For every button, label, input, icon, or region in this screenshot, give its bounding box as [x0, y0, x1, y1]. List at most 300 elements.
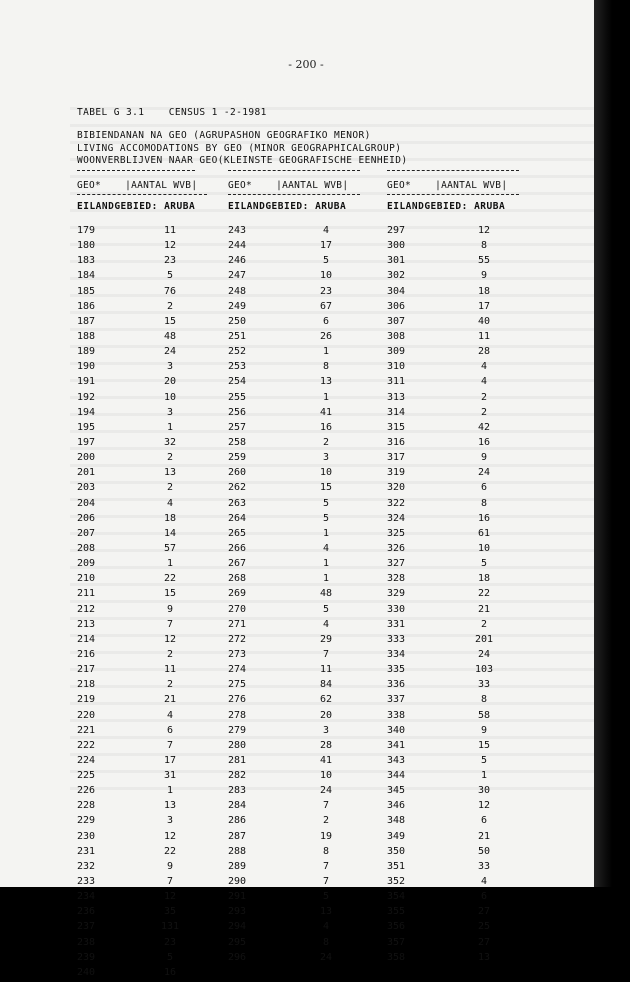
dwelling-count: 26: [319, 330, 333, 342]
subtitle-dutch: WOONVERBLIJVEN NAAR GEO(KLEINSTE GEOGRAFISCHE EENHEID): [77, 155, 408, 166]
table-row: [0, 785, 612, 800]
dwelling-count: 7: [166, 618, 174, 630]
data-table: [0, 225, 612, 982]
dwelling-count: 33: [477, 860, 491, 872]
dwelling-count: 2: [322, 436, 330, 448]
dwelling-count: 1: [480, 770, 488, 782]
table-row: [0, 710, 612, 725]
column-header-group-3: [387, 180, 507, 191]
table-row: [0, 513, 612, 528]
geo-code: 282: [228, 770, 247, 782]
geo-code: 306: [387, 300, 406, 312]
table-row: [0, 452, 612, 467]
dwelling-count: 10: [477, 542, 491, 554]
dwelling-count: 11: [319, 664, 333, 676]
dwelling-count: 31: [163, 770, 177, 782]
table-row: [0, 800, 612, 815]
header-rule-top: [387, 170, 519, 171]
dwelling-count: 4: [322, 921, 330, 933]
dwelling-count: 21: [477, 830, 491, 842]
geo-code: 234: [77, 891, 96, 903]
geo-code: 219: [77, 694, 96, 706]
region-label: EILANDGEBIED: ARUBA: [228, 201, 347, 212]
dwelling-count: 3: [166, 361, 174, 373]
table-row: [0, 286, 612, 301]
geo-code: 183: [77, 255, 96, 267]
geo-code: 255: [228, 391, 247, 403]
geo-code: 281: [228, 754, 247, 766]
geo-code: 252: [228, 346, 247, 358]
geo-code: 287: [228, 830, 247, 842]
dwelling-count: 9: [480, 270, 488, 282]
geo-code: 232: [77, 860, 96, 872]
dwelling-count: 12: [163, 633, 177, 645]
dwelling-count: 4: [480, 376, 488, 388]
geo-code: 329: [387, 588, 406, 600]
dwelling-count: 41: [319, 406, 333, 418]
dwelling-count: 103: [474, 664, 494, 676]
geo-code: 194: [77, 406, 96, 418]
dwelling-count: 11: [163, 225, 177, 236]
geo-code: 320: [387, 482, 406, 494]
geo-code: 276: [228, 694, 247, 706]
geo-code: 331: [387, 618, 406, 630]
geo-code: 345: [387, 785, 406, 797]
geo-code: 186: [77, 300, 96, 312]
geo-code: 262: [228, 482, 247, 494]
geo-code: 317: [387, 452, 406, 464]
table-row: [0, 498, 612, 513]
table-row: [0, 573, 612, 588]
dwelling-count: 35: [163, 906, 177, 918]
geo-code: 355: [387, 906, 406, 918]
geo-code: 211: [77, 588, 96, 600]
dwelling-count: 1: [322, 346, 330, 358]
dwelling-count: 16: [477, 512, 491, 524]
dwelling-count: 22: [163, 845, 177, 857]
geo-code: 190: [77, 361, 96, 373]
dwelling-count: 15: [477, 739, 491, 751]
dwelling-count: 14: [163, 527, 177, 539]
dwelling-count: 9: [166, 603, 174, 615]
table-row: [0, 861, 612, 876]
dwelling-count: 4: [322, 542, 330, 554]
dwelling-count: 20: [319, 709, 333, 721]
table-row: [0, 876, 612, 891]
dwelling-count: 84: [319, 679, 333, 691]
dwelling-count: 17: [319, 240, 333, 252]
dwelling-count: 10: [319, 270, 333, 282]
dwelling-count: 15: [319, 482, 333, 494]
geo-code: 225: [77, 770, 96, 782]
dwelling-count: 2: [166, 482, 174, 494]
dwelling-count: 3: [166, 406, 174, 418]
dwelling-count: 4: [166, 497, 174, 509]
geo-code: 213: [77, 618, 96, 630]
geo-code: 338: [387, 709, 406, 721]
geo-code: 336: [387, 679, 406, 691]
dwelling-count: 42: [477, 421, 491, 433]
geo-code: 280: [228, 739, 247, 751]
header-rule-bottom: [77, 194, 207, 195]
table-row: [0, 770, 612, 785]
dwelling-count: 57: [163, 542, 177, 554]
dwelling-count: 10: [319, 467, 333, 479]
dwelling-count: 61: [477, 527, 491, 539]
count-column-header: |AANTAL WVB|: [125, 180, 198, 191]
dwelling-count: 28: [319, 739, 333, 751]
geo-code: 266: [228, 542, 247, 554]
geo-code: 260: [228, 467, 247, 479]
dwelling-count: 16: [319, 421, 333, 433]
table-row: [0, 588, 612, 603]
table-row: [0, 331, 612, 346]
geo-code: 313: [387, 391, 406, 403]
dwelling-count: 1: [166, 558, 174, 570]
page-number: - 200 -: [288, 58, 324, 71]
geo-code: 272: [228, 633, 247, 645]
geo-code: 325: [387, 527, 406, 539]
dwelling-count: 7: [166, 876, 174, 888]
geo-code: 210: [77, 573, 96, 585]
geo-code: 309: [387, 346, 406, 358]
geo-code: 206: [77, 512, 96, 524]
dwelling-count: 17: [477, 300, 491, 312]
dwelling-count: 12: [163, 891, 177, 903]
table-row: [0, 225, 612, 240]
table-row: [0, 392, 612, 407]
geo-code: 304: [387, 285, 406, 297]
dwelling-count: 16: [163, 966, 177, 978]
geo-code: 222: [77, 739, 96, 751]
geo-code: 224: [77, 754, 96, 766]
table-row: [0, 906, 612, 921]
table-row: [0, 528, 612, 543]
dwelling-count: 40: [477, 315, 491, 327]
geo-code: 201: [77, 467, 96, 479]
dwelling-count: 5: [322, 512, 330, 524]
dwelling-count: 21: [163, 694, 177, 706]
geo-code: 351: [387, 860, 406, 872]
geo-code: 289: [228, 860, 247, 872]
dwelling-count: 24: [477, 467, 491, 479]
geo-code: 334: [387, 648, 406, 660]
geo-code: 195: [77, 421, 96, 433]
table-row: [0, 831, 612, 846]
dwelling-count: 18: [163, 512, 177, 524]
geo-code: 352: [387, 876, 406, 888]
header-rule-top: [77, 170, 195, 171]
geo-code: 286: [228, 815, 247, 827]
dwelling-count: 1: [322, 391, 330, 403]
geo-code: 291: [228, 891, 247, 903]
table-row: [0, 952, 612, 967]
geo-code: 293: [228, 906, 247, 918]
geo-code: 349: [387, 830, 406, 842]
table-row: [0, 634, 612, 649]
dwelling-count: 4: [480, 361, 488, 373]
dwelling-count: 1: [166, 421, 174, 433]
dwelling-count: 9: [480, 452, 488, 464]
geo-code: 263: [228, 497, 247, 509]
geo-code: 226: [77, 785, 96, 797]
geo-code: 290: [228, 876, 247, 888]
dwelling-count: 4: [322, 618, 330, 630]
geo-code: 254: [228, 376, 247, 388]
table-row: [0, 725, 612, 740]
table-row: [0, 467, 612, 482]
geo-code: 240: [77, 966, 96, 978]
geo-column-header: GEO*: [387, 180, 412, 191]
table-row: [0, 604, 612, 619]
dwelling-count: 8: [322, 936, 330, 948]
dwelling-count: 17: [163, 754, 177, 766]
dwelling-count: 5: [166, 270, 174, 282]
subtitle-english: LIVING ACCOMODATIONS BY GEO (MINOR GEOGRAPHICALGROUP): [77, 143, 402, 154]
header-rule-top: [228, 170, 360, 171]
table-row: [0, 937, 612, 952]
geo-code: 251: [228, 330, 247, 342]
geo-code: 350: [387, 845, 406, 857]
table-row: [0, 664, 612, 679]
geo-code: 253: [228, 361, 247, 373]
dwelling-count: 8: [322, 361, 330, 373]
geo-code: 271: [228, 618, 247, 630]
dwelling-count: 15: [163, 588, 177, 600]
dwelling-count: 9: [166, 860, 174, 872]
dwelling-count: 1: [322, 558, 330, 570]
dwelling-count: 32: [163, 436, 177, 448]
geo-code: 328: [387, 573, 406, 585]
geo-code: 209: [77, 558, 96, 570]
geo-code: 284: [228, 800, 247, 812]
geo-code: 221: [77, 724, 96, 736]
geo-code: 300: [387, 240, 406, 252]
dwelling-count: 6: [480, 891, 488, 903]
dwelling-count: 5: [322, 497, 330, 509]
dwelling-count: 23: [163, 936, 177, 948]
subtitle-papiamento: BIBIENDANAN NA GEO (AGRUPASHON GEOGRAFIKO MENOR): [77, 130, 371, 141]
table-row: [0, 346, 612, 361]
table-title: TABEL G 3.1 CENSUS 1 -2-1981: [77, 107, 267, 118]
dwelling-count: 30: [477, 785, 491, 797]
geo-code: 228: [77, 800, 96, 812]
geo-code: 315: [387, 421, 406, 433]
geo-code: 244: [228, 240, 247, 252]
geo-code: 257: [228, 421, 247, 433]
geo-code: 230: [77, 830, 96, 842]
geo-code: 302: [387, 270, 406, 282]
dwelling-count: 8: [480, 694, 488, 706]
geo-code: 288: [228, 845, 247, 857]
geo-code: 247: [228, 270, 247, 282]
dwelling-count: 2: [480, 618, 488, 630]
dwelling-count: 7: [322, 860, 330, 872]
dwelling-count: 48: [319, 588, 333, 600]
geo-code: 204: [77, 497, 96, 509]
dwelling-count: 5: [322, 891, 330, 903]
geo-code: 197: [77, 436, 96, 448]
dwelling-count: 62: [319, 694, 333, 706]
geo-code: 208: [77, 542, 96, 554]
geo-code: 203: [77, 482, 96, 494]
dwelling-count: 201: [474, 633, 494, 645]
geo-code: 236: [77, 906, 96, 918]
dwelling-count: 7: [322, 648, 330, 660]
geo-code: 340: [387, 724, 406, 736]
dwelling-count: 13: [477, 951, 491, 963]
geo-code: 295: [228, 936, 247, 948]
geo-code: 310: [387, 361, 406, 373]
table-row: [0, 376, 612, 391]
geo-code: 358: [387, 951, 406, 963]
dwelling-count: 3: [322, 724, 330, 736]
scan-edge: [594, 0, 612, 887]
dwelling-count: 24: [477, 648, 491, 660]
dwelling-count: 9: [480, 724, 488, 736]
geo-code: 184: [77, 270, 96, 282]
table-row: [0, 240, 612, 255]
geo-code: 279: [228, 724, 247, 736]
geo-code: 346: [387, 800, 406, 812]
dwelling-count: 1: [166, 785, 174, 797]
geo-code: 179: [77, 225, 96, 236]
geo-code: 192: [77, 391, 96, 403]
dwelling-count: 13: [319, 376, 333, 388]
dwelling-count: 67: [319, 300, 333, 312]
dwelling-count: 10: [319, 770, 333, 782]
table-row: [0, 422, 612, 437]
geo-column-header: GEO*: [228, 180, 253, 191]
table-row: [0, 482, 612, 497]
dwelling-count: 6: [480, 482, 488, 494]
geo-code: 180: [77, 240, 96, 252]
dwelling-count: 11: [477, 330, 491, 342]
geo-code: 220: [77, 709, 96, 721]
geo-code: 308: [387, 330, 406, 342]
dwelling-count: 12: [477, 225, 491, 236]
dwelling-count: 19: [319, 830, 333, 842]
dwelling-count: 10: [163, 391, 177, 403]
geo-code: 243: [228, 225, 247, 236]
dwelling-count: 12: [163, 240, 177, 252]
dwelling-count: 5: [480, 558, 488, 570]
dwelling-count: 2: [480, 391, 488, 403]
geo-code: 229: [77, 815, 96, 827]
geo-code: 337: [387, 694, 406, 706]
dwelling-count: 4: [166, 709, 174, 721]
dwelling-count: 27: [477, 936, 491, 948]
geo-code: 239: [77, 951, 96, 963]
table-row: [0, 543, 612, 558]
geo-code: 273: [228, 648, 247, 660]
dwelling-count: 23: [319, 285, 333, 297]
geo-code: 330: [387, 603, 406, 615]
table-row: [0, 437, 612, 452]
dwelling-count: 2: [166, 679, 174, 691]
column-header-group-2: [228, 180, 348, 191]
geo-code: 333: [387, 633, 406, 645]
dwelling-count: 24: [319, 951, 333, 963]
geo-code: 307: [387, 315, 406, 327]
geo-code: 237: [77, 921, 96, 933]
dwelling-count: 8: [480, 240, 488, 252]
geo-code: 357: [387, 936, 406, 948]
geo-code: 356: [387, 921, 406, 933]
dwelling-count: 18: [477, 285, 491, 297]
dwelling-count: 23: [163, 255, 177, 267]
dwelling-count: 4: [322, 225, 330, 236]
dwelling-count: 25: [477, 921, 491, 933]
geo-code: 327: [387, 558, 406, 570]
geo-code: 322: [387, 497, 406, 509]
dwelling-count: 58: [477, 709, 491, 721]
dwelling-count: 28: [477, 346, 491, 358]
table-row: [0, 361, 612, 376]
dwelling-count: 5: [480, 754, 488, 766]
dwelling-count: 131: [160, 921, 180, 933]
table-row: [0, 846, 612, 861]
table-row: [0, 815, 612, 830]
geo-code: 207: [77, 527, 96, 539]
dwelling-count: 5: [322, 255, 330, 267]
dwelling-count: 2: [166, 300, 174, 312]
geo-code: 259: [228, 452, 247, 464]
dwelling-count: 3: [166, 815, 174, 827]
geo-code: 301: [387, 255, 406, 267]
table-row: [0, 891, 612, 906]
geo-code: 270: [228, 603, 247, 615]
geo-code: 344: [387, 770, 406, 782]
geo-code: 267: [228, 558, 247, 570]
geo-code: 297: [387, 225, 406, 236]
geo-code: 319: [387, 467, 406, 479]
table-row: [0, 407, 612, 422]
dwelling-count: 13: [163, 800, 177, 812]
table-row: [0, 270, 612, 285]
dwelling-count: 2: [322, 815, 330, 827]
dwelling-count: 4: [480, 876, 488, 888]
dwelling-count: 8: [480, 497, 488, 509]
table-row: [0, 558, 612, 573]
geo-column-header: GEO*: [77, 180, 102, 191]
dwelling-count: 27: [477, 906, 491, 918]
geo-code: 296: [228, 951, 247, 963]
geo-code: 341: [387, 739, 406, 751]
dwelling-count: 2: [480, 406, 488, 418]
geo-code: 268: [228, 573, 247, 585]
geo-code: 200: [77, 452, 96, 464]
dwelling-count: 22: [163, 573, 177, 585]
dwelling-count: 1: [322, 527, 330, 539]
geo-code: 191: [77, 376, 96, 388]
geo-code: 248: [228, 285, 247, 297]
dwelling-count: 2: [166, 648, 174, 660]
dwelling-count: 11: [163, 664, 177, 676]
geo-code: 316: [387, 436, 406, 448]
dwelling-count: 13: [163, 467, 177, 479]
dwelling-count: 50: [477, 845, 491, 857]
geo-code: 269: [228, 588, 247, 600]
table-row: [0, 301, 612, 316]
dwelling-count: 2: [166, 452, 174, 464]
dwelling-count: 76: [163, 285, 177, 297]
dwelling-count: 12: [477, 800, 491, 812]
geo-code: 216: [77, 648, 96, 660]
dwelling-count: 33: [477, 679, 491, 691]
geo-code: 335: [387, 664, 406, 676]
column-header-group-1: [77, 180, 197, 191]
